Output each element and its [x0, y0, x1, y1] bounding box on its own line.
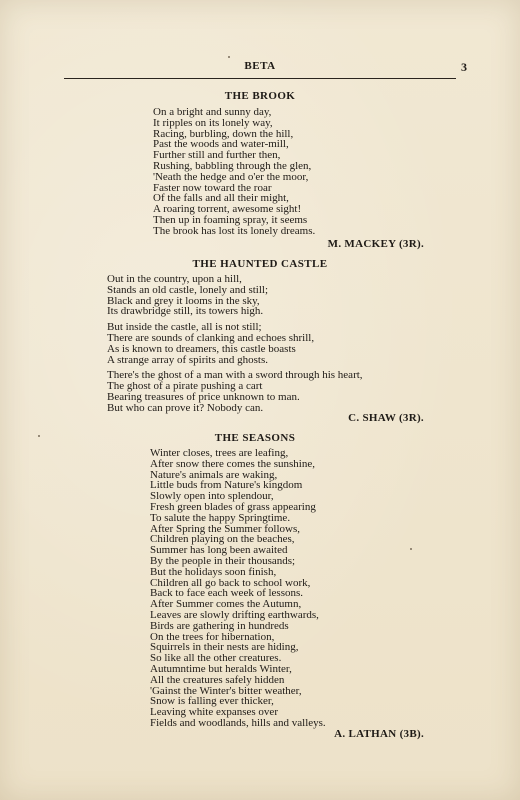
- poem-line: Fields and woodlands, hills and valleys.: [150, 716, 326, 729]
- poem-line: There are sounds of clanking and echoes shrill,: [107, 331, 315, 344]
- poem-line: Summer has long been awaited: [150, 544, 288, 557]
- poem-line: 'Gainst the Winter's bitter weather,: [150, 684, 302, 697]
- poem-line: The brook has lost its lonely dreams.: [153, 224, 316, 237]
- poem-line: All the creatures safely hidden: [150, 673, 285, 686]
- poem-line: Leaves are slowly drifting earthwards,: [150, 608, 319, 621]
- poem-line: Rushing, babbling through the glen,: [153, 159, 312, 172]
- poem-line: After Spring the Summer follows,: [150, 522, 301, 535]
- poem-title-brook: THE BROOK: [224, 90, 296, 102]
- poem-line: After Summer comes the Autumn,: [150, 598, 302, 611]
- poem-line: Snow is falling ever thicker,: [150, 695, 274, 708]
- poem-line: Then up in foaming spray, it seems: [153, 213, 308, 226]
- poem-line: To salute the happy Springtime.: [150, 511, 291, 524]
- magazine-title: BETA: [244, 60, 276, 72]
- poem-title-haunted-castle: THE HAUNTED CASTLE: [192, 258, 328, 270]
- poem-author-seasons: A. LATHAN (3B).: [334, 728, 424, 740]
- poem-body-seasons: [150, 448, 326, 729]
- poem-line: Squirrels in their nests are hiding,: [150, 641, 299, 654]
- poem-line: Faster now toward the roar: [153, 181, 272, 194]
- poem-line: Back to face each week of lessons.: [150, 587, 304, 600]
- poem-title-seasons: THE SEASONS: [214, 432, 296, 444]
- poem-line: Black and grey it looms in the sky,: [107, 294, 260, 307]
- poem-line: The ghost of a pirate pushing a cart: [107, 380, 263, 393]
- poem-author-brook: M. MACKEY (3R).: [327, 238, 424, 250]
- poem-line: 'Neath the hedge and o'er the moor,: [153, 170, 309, 183]
- poem-line: Past the woods and water-mill,: [153, 138, 289, 151]
- paper-speck: [410, 548, 412, 550]
- poem-line: By the people in their thousands;: [150, 554, 296, 567]
- poem-line: It ripples on its lonely way,: [153, 116, 273, 129]
- poem-body-haunted-castle: [107, 274, 363, 414]
- paper-speck: [228, 56, 230, 58]
- poem-line: Fresh green blades of grass appearing: [150, 500, 316, 513]
- poem-line: Slowly open into splendour,: [150, 490, 274, 503]
- poem-line: A strange array of spirits and ghosts.: [107, 353, 268, 366]
- poem-line: But the holidays soon finish,: [150, 565, 277, 578]
- poem-line: After snow there comes the sunshine,: [150, 457, 315, 470]
- poem-line: But inside the castle, all is not still;: [107, 321, 262, 334]
- paper-speck: [38, 435, 40, 437]
- poem-line: Further still and further then,: [153, 149, 281, 162]
- poem-line: Children all go back to school work,: [150, 576, 311, 589]
- poem-line: Winter closes, trees are leafing,: [150, 447, 289, 459]
- poem-line: On the trees for hibernation,: [150, 630, 275, 643]
- poem-line: Little buds from Nature's kingdom: [150, 479, 303, 492]
- poem-line: Its drawbridge still, its towers high.: [107, 305, 264, 318]
- poem-line: Leaving white expanses over: [150, 706, 278, 719]
- poem-line: Stands an old castle, lonely and still;: [107, 283, 269, 296]
- poem-line: Nature's animals are waking,: [150, 468, 278, 481]
- poem-line: As is known to dreamers, this castle boasts: [107, 342, 296, 355]
- running-header: [64, 60, 467, 79]
- poem-line: Children playing on the beaches,: [150, 533, 295, 546]
- poem-body-brook: [153, 107, 315, 237]
- poem-line: But who can prove it? Nobody can.: [107, 401, 264, 414]
- poem-line: On a bright and sunny day,: [153, 106, 272, 118]
- poem-line: Autumntime but heralds Winter,: [150, 662, 292, 675]
- poem-line: Birds are gathering in hundreds: [150, 619, 289, 632]
- poem-line: A roaring torrent, awesome sight!: [153, 203, 302, 216]
- poem-line: Bearing treasures of price unknown to man.: [107, 390, 300, 403]
- poem-author-haunted-castle: C. SHAW (3R).: [348, 412, 424, 424]
- poem-line: There's the ghost of a man with a sword through his heart,: [107, 369, 363, 382]
- poem-line: Out in the country, upon a hill,: [107, 273, 242, 285]
- poem-line: Racing, burbling, down the hill,: [153, 127, 294, 140]
- poem-line: Of the falls and all their might,: [153, 192, 289, 205]
- poem-line: So like all the other creatures.: [150, 652, 282, 665]
- page-number: 3: [461, 60, 467, 74]
